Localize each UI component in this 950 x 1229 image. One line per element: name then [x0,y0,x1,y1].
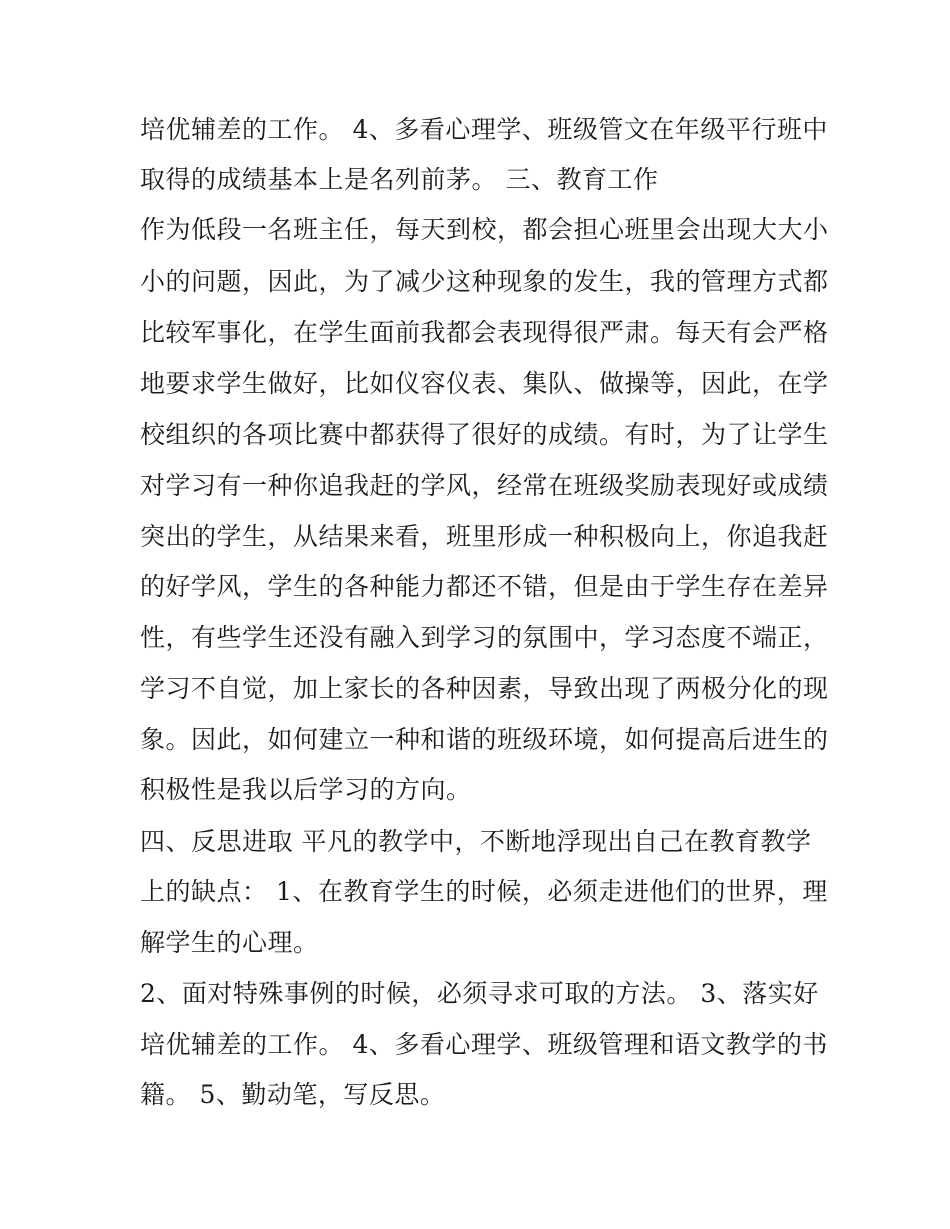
text-line: 象。因此，如何建立一种和谐的班级环境，如何提高后进生的 [140,725,829,754]
text-line: 上的缺点： 1、在教育学生的时候，必须走进他们的世界，理 [140,877,828,906]
text-line: 作为低段一名班主任，每天到校，都会担心班里会出现大大小 [140,215,829,244]
text-line: 地要求学生做好，比如仪容仪表、集队、做操等，因此，在学 [140,369,829,398]
text-line: 籍。 5、勤动笔，写反思。 [140,1080,446,1109]
text-line: 学习不自觉，加上家长的各种因素，导致出现了两极分化的现 [140,674,829,703]
text-line: 培优辅差的工作。 4、多看心理学、班级管文在年级平行班中 [140,115,828,144]
text-line: 积极性是我以后学习的方向。 [140,775,472,804]
text-line: 的好学风，学生的各种能力都还不错，但是由于学生存在差异 [140,572,829,601]
text-line: 对学习有一种你追我赶的学风，经常在班级奖励表现好或成绩 [140,471,829,500]
text-line: 比较军事化，在学生面前我都会表现得很严肃。每天有会严格 [140,318,829,347]
text-line: 四、反思进取 平凡的教学中，不断地浮现出自己在教育教学 [140,827,812,856]
text-line: 突出的学生，从结果来看，班里形成一种积极向上，你追我赶 [140,522,829,551]
text-line: 校组织的各项比赛中都获得了很好的成绩。有时，为了让学生 [140,420,829,449]
text-line: 取得的成绩基本上是名列前茅。 三、教育工作 [140,165,659,194]
text-line: 性，有些学生还没有融入到学习的氛围中，学习态度不端正， [140,623,829,652]
text-line: 解学生的心理。 [140,928,319,957]
text-line: 小的问题，因此，为了减少这种现象的发生，我的管理方式都 [140,267,829,296]
text-line: 2、面对特殊事例的时候，必须寻求可取的方法。 3、落实好 [140,979,819,1008]
text-line: 培优辅差的工作。 4、多看心理学、班级管理和语文教学的书 [140,1030,828,1059]
